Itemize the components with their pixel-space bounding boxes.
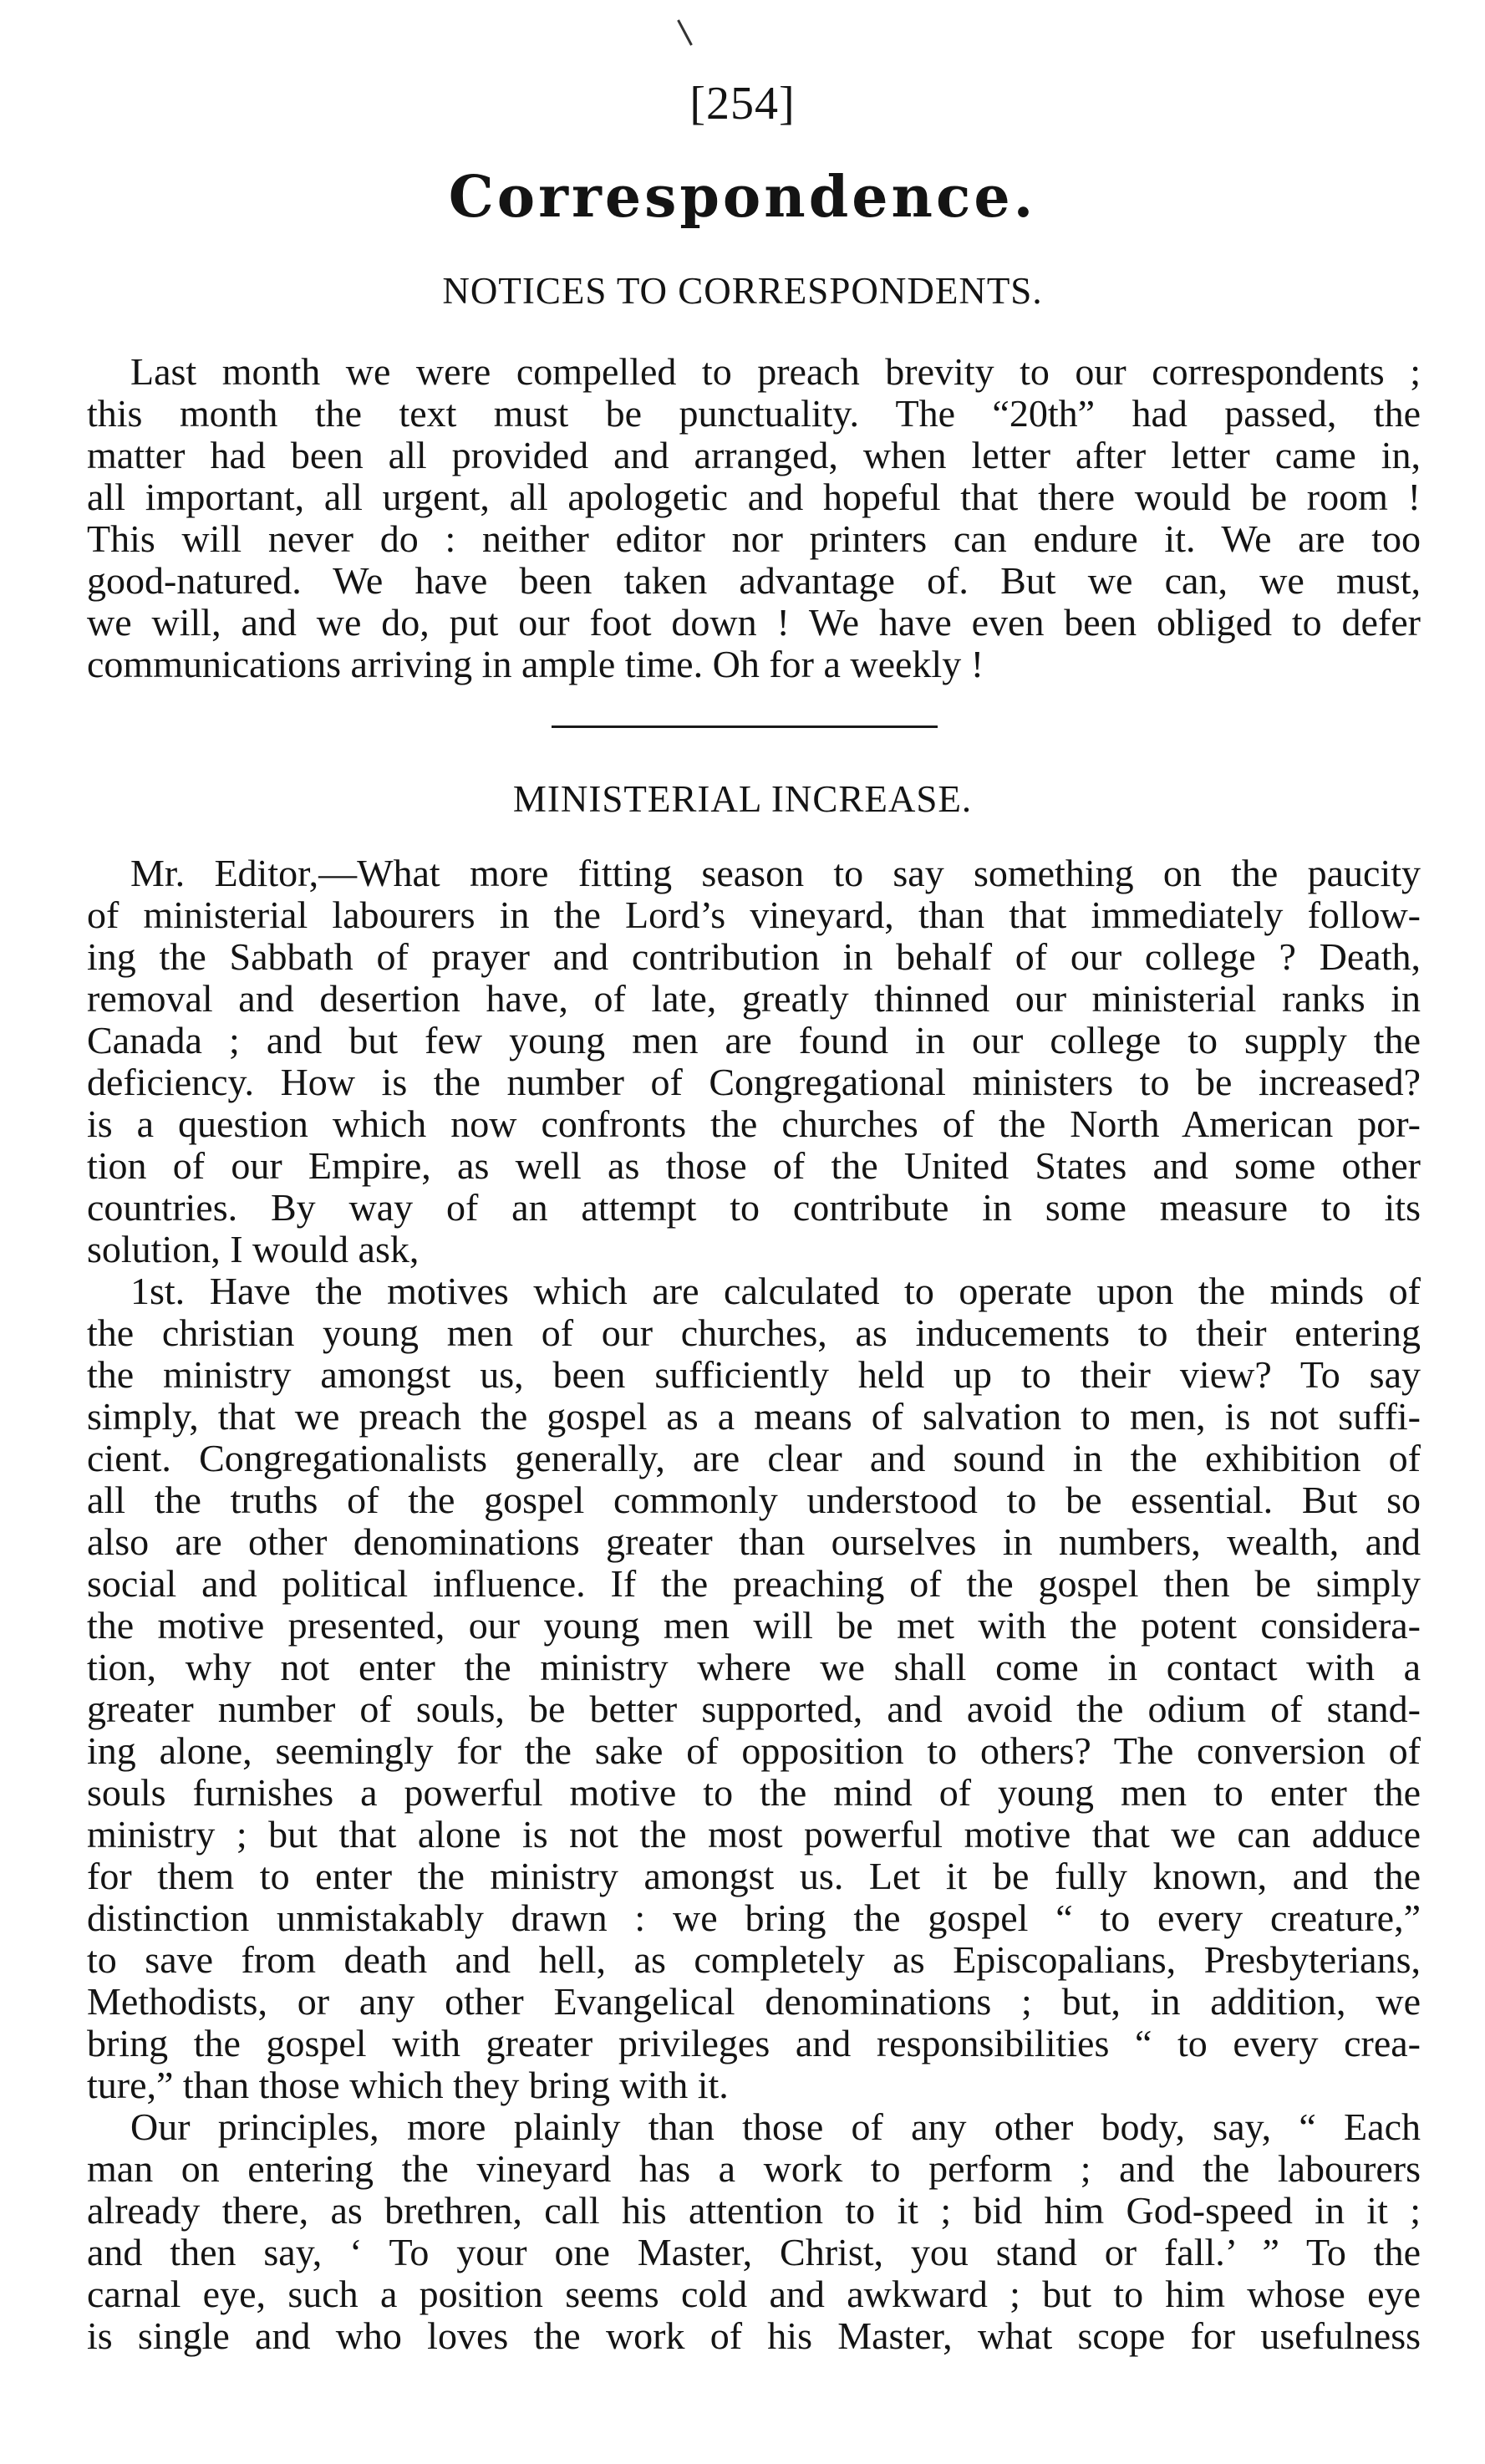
text-line: this month the text must be punctuality. The “20th” had passed, the (87, 392, 1421, 435)
text-line: souls furnishes a powerful motive to the mind of young men to enter the (87, 1771, 1421, 1814)
text-line: the motive presented, our young men will be met with the potent considera- (87, 1604, 1421, 1647)
text-line: also are other denominations greater than ourselves in numbers, wealth, and (87, 1520, 1421, 1563)
text-line: 1st. Have the motives which are calculated to operate upon the minds of (130, 1270, 1421, 1312)
text-line: distinction unmistakably drawn : we bring the gospel “ to every creature,” (87, 1896, 1421, 1939)
text-line: is single and who loves the work of his Master, what scope for usefulness (87, 2314, 1421, 2357)
text-line: already there, as brethren, call his attention to it ; bid him God-speed in it ; (87, 2189, 1421, 2232)
text-line: of ministerial labourers in the Lord’s vineyard, than that immediately follow- (87, 893, 1421, 936)
text-line: removal and desertion have, of late, greatly thinned our ministerial ranks in (87, 977, 1421, 1020)
text-line: and then say, ‘ To your one Master, Christ, you stand or fall.’ ” To the (87, 2231, 1421, 2273)
ministerial-body (87, 853, 1421, 2357)
text-line: carnal eye, such a position seems cold and awkward ; but to him whose eye (87, 2273, 1421, 2315)
notices-heading: NOTICES TO CORRESPONDENTS. (442, 270, 1043, 312)
text-line: communications arriving in ample time. Oh for a weekly ! (87, 643, 984, 685)
section-title: Correspondence. (448, 164, 1037, 231)
text-line: cient. Congregationalists generally, are clear and sound in the exhibition of (87, 1437, 1421, 1479)
text-line: This will never do : neither editor nor printers can endure it. We are too (87, 517, 1421, 560)
text-line: good-natured. We have been taken advantage of. But we can, we must, (87, 559, 1421, 602)
text-line: Mr. Editor,—What more fitting season to say something on the paucity (130, 852, 1421, 894)
text-line: is a question which now confronts the churches of the North American por- (87, 1102, 1421, 1145)
text-line: all the truths of the gospel commonly understood to be essential. But so (87, 1479, 1421, 1521)
text-line: countries. By way of an attempt to contribute in some measure to its (87, 1186, 1421, 1229)
text-line: deficiency. How is the number of Congregational ministers to be increased? (87, 1061, 1421, 1103)
text-line: ing the Sabbath of prayer and contribution in behalf of our college ? Death, (87, 935, 1421, 978)
text-line: ministry ; but that alone is not the most powerful motive that we can adduce (87, 1813, 1421, 1856)
text-line: Our principles, more plainly than those of any other body, say, “ Each (130, 2105, 1421, 2148)
text-line: tion, why not enter the ministry where we shall come in contact with a (87, 1646, 1421, 1688)
text-line: ture,” than those which they bring with it. (87, 2064, 729, 2106)
notices-body (87, 351, 1421, 685)
text-line: bring the gospel with greater privileges and responsibilities “ to every crea- (87, 2022, 1421, 2064)
text-line: greater number of souls, be better supported, and avoid the odium of stand- (87, 1688, 1421, 1730)
text-line: solution, I would ask, (87, 1228, 420, 1270)
text-line: to save from death and hell, as completely as Episcopalians, Presbyterians, (87, 1938, 1421, 1981)
section-divider (552, 725, 938, 728)
text-line: all important, all urgent, all apologetic and hopeful that there would be room ! (87, 476, 1421, 518)
text-line: we will, and we do, put our foot down ! We have even been obliged to defer (87, 601, 1421, 644)
text-line: tion of our Empire, as well as those of the United States and some other (87, 1144, 1421, 1187)
text-line: the ministry amongst us, been sufficiently held up to their view? To say (87, 1353, 1421, 1396)
text-line: Canada ; and but few young men are found in our college to supply the (87, 1019, 1421, 1061)
text-line: for them to enter the ministry amongst us. Let it be fully known, and the (87, 1855, 1421, 1897)
page-number: [254] (689, 78, 796, 130)
text-line: simply, that we preach the gospel as a means of salvation to men, is not suffi- (87, 1395, 1421, 1438)
text-line: man on entering the vineyard has a work to perform ; and the labourers (87, 2147, 1421, 2190)
text-line: Last month we were compelled to preach brevity to our correspondents ; (130, 350, 1421, 393)
text-line: the christian young men of our churches, as inducements to their entering (87, 1311, 1421, 1354)
text-line: ing alone, seemingly for the sake of opposition to others? The conversion of (87, 1729, 1421, 1772)
text-line: matter had been all provided and arranged, when letter after letter came in, (87, 434, 1421, 476)
text-line: social and political influence. If the preaching of the gospel then be simply (87, 1562, 1421, 1605)
ministerial-heading: MINISTERIAL INCREASE. (512, 778, 973, 820)
stray-mark (677, 19, 693, 45)
text-line: Methodists, or any other Evangelical denominations ; but, in addition, we (87, 1980, 1421, 2023)
